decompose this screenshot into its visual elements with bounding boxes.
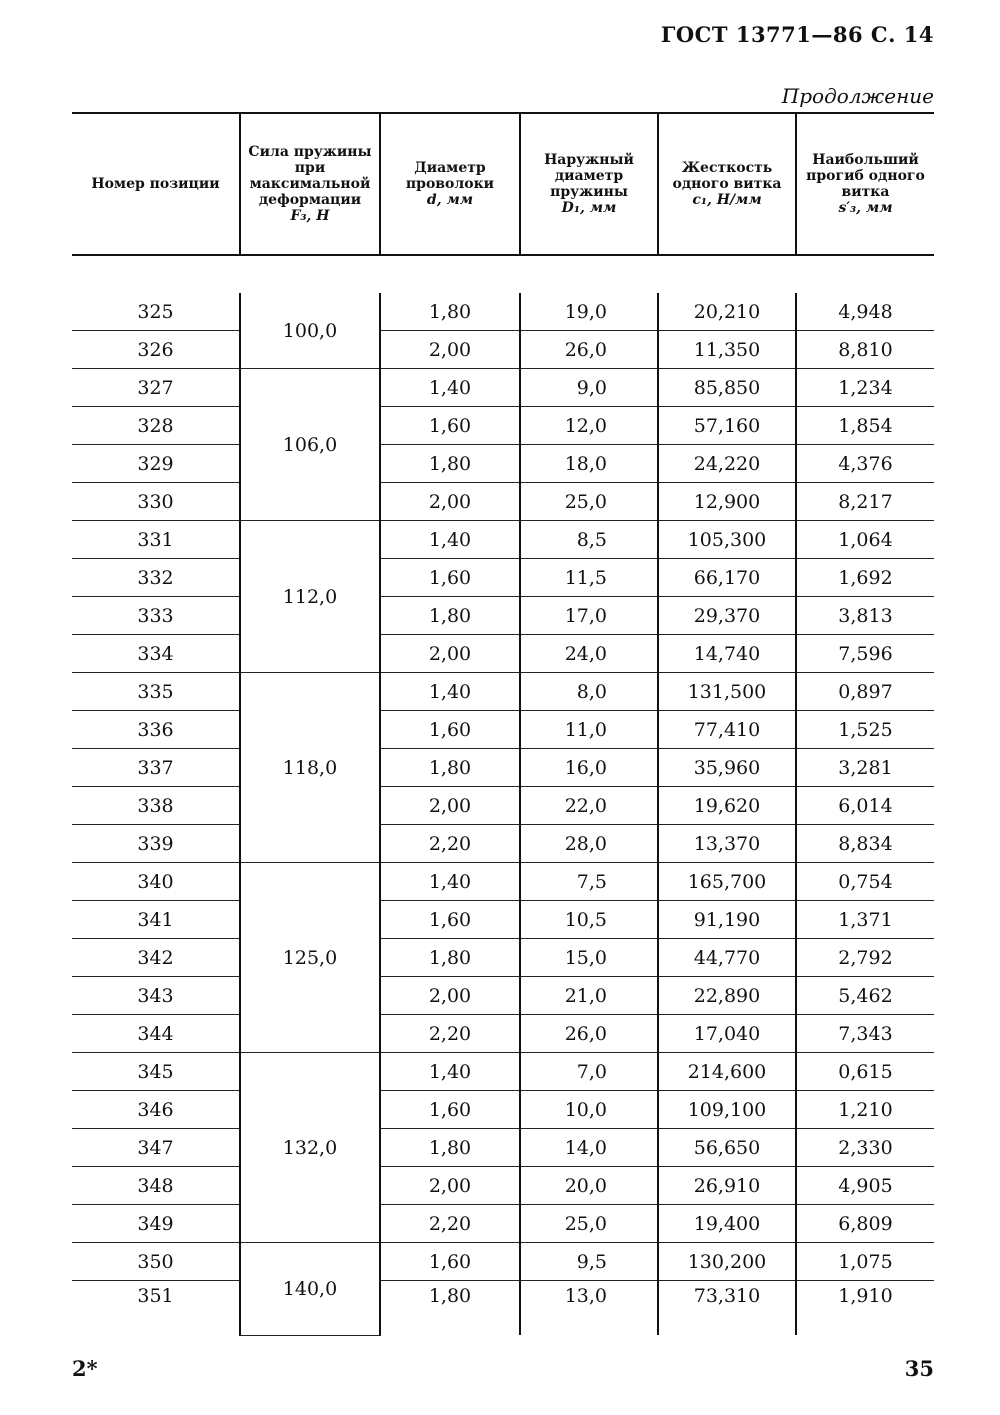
table-row [72,1129,934,1167]
stiffness-cell: 12,900 [658,483,796,521]
column-unit: s′₃, мм [838,200,893,216]
wire-diameter-cell: 2,00 [380,977,520,1015]
deflection-cell: 2,792 [796,939,934,977]
wire-diameter-cell: 1,80 [380,1129,520,1167]
column-header-5 [796,113,934,255]
position-cell: 330 [72,483,240,521]
table-row [72,1281,934,1336]
outer-diameter-cell: 16,0 [520,749,658,787]
column-unit: d, мм [426,192,474,208]
wire-diameter-cell: 1,60 [380,901,520,939]
position-cell: 343 [72,977,240,1015]
deflection-cell: 1,075 [796,1243,934,1281]
deflection-cell: 2,330 [796,1129,934,1167]
wire-diameter-cell: 2,00 [380,1167,520,1205]
stiffness-cell: 91,190 [658,901,796,939]
deflection-cell: 0,615 [796,1053,934,1091]
position-cell: 328 [72,407,240,445]
wire-diameter-cell: 2,00 [380,635,520,673]
stiffness-cell: 19,620 [658,787,796,825]
force-cell: 132,0 [240,1053,380,1243]
outer-diameter-cell: 17,0 [520,597,658,635]
position-cell: 347 [72,1129,240,1167]
table-row [72,749,934,787]
position-cell: 336 [72,711,240,749]
table-row [72,787,934,825]
column-title: Наибольший прогиб одного витка [806,152,925,200]
outer-diameter-cell: 11,5 [520,559,658,597]
table-row [72,445,934,483]
wire-diameter-cell: 1,60 [380,1091,520,1129]
position-cell: 345 [72,1053,240,1091]
position-cell: 348 [72,1167,240,1205]
outer-diameter-cell: 18,0 [520,445,658,483]
stiffness-cell: 20,210 [658,293,796,331]
deflection-cell: 1,910 [796,1281,934,1336]
stiffness-cell: 35,960 [658,749,796,787]
stiffness-cell: 105,300 [658,521,796,559]
position-cell: 346 [72,1091,240,1129]
table-row [72,635,934,673]
position-cell: 339 [72,825,240,863]
position-cell: 351 [137,1285,174,1307]
outer-diameter-cell: 8,0 [520,673,658,711]
position-cell: 327 [72,369,240,407]
table-row [72,825,934,863]
outer-diameter-cell: 15,0 [520,939,658,977]
table-row [72,939,934,977]
position-cell: 329 [72,445,240,483]
standard-header: ГОСТ 13771—86 С. 14 [660,22,934,47]
outer-diameter-cell: 9,5 [520,1243,658,1281]
deflection-cell: 7,596 [796,635,934,673]
force-cell: 106,0 [240,369,380,521]
stiffness-cell: 56,650 [658,1129,796,1167]
stiffness-cell: 17,040 [658,1015,796,1053]
wire-diameter-cell: 2,00 [380,483,520,521]
force-cell: 118,0 [240,673,380,863]
outer-diameter-cell: 12,0 [520,407,658,445]
position-cell: 326 [72,331,240,369]
wire-diameter-cell: 1,40 [380,369,520,407]
outer-diameter-cell: 28,0 [520,825,658,863]
footer-left-mark: 2* [72,1356,98,1381]
position-cell: 334 [72,635,240,673]
force-cell: 100,0 [240,293,380,369]
deflection-cell: 1,371 [796,901,934,939]
table-row [72,1091,934,1129]
wire-diameter-cell: 1,40 [380,1053,520,1091]
position-cell: 340 [72,863,240,901]
position-cell: 341 [72,901,240,939]
stiffness-cell: 19,400 [658,1205,796,1243]
column-title: Наружный диаметр пружины [544,152,634,200]
column-header-4 [658,113,796,255]
column-title: Диаметр проволоки [405,160,495,192]
column-unit: D₁, мм [561,200,617,216]
position-cell: 331 [72,521,240,559]
column-unit: c₁, Н/мм [692,192,762,208]
position-cell: 325 [72,293,240,331]
deflection-cell: 1,525 [796,711,934,749]
table-row [72,597,934,635]
deflection-cell: 3,281 [796,749,934,787]
table-header [72,113,934,255]
outer-diameter-cell: 22,0 [520,787,658,825]
table-row [72,1053,934,1091]
outer-diameter-cell: 13,0 [520,1281,658,1336]
stiffness-cell: 214,600 [658,1053,796,1091]
position-cell: 344 [72,1015,240,1053]
wire-diameter-cell: 1,60 [380,559,520,597]
outer-diameter-cell: 11,0 [520,711,658,749]
position-cell: 332 [72,559,240,597]
deflection-cell: 6,014 [796,787,934,825]
wire-diameter-cell: 1,80 [380,1281,520,1336]
deflection-cell: 1,692 [796,559,934,597]
table-row [72,293,934,331]
wire-diameter-cell: 1,40 [380,673,520,711]
wire-diameter-cell: 1,80 [380,749,520,787]
outer-diameter-cell: 25,0 [520,483,658,521]
deflection-cell: 5,462 [796,977,934,1015]
stiffness-cell: 57,160 [658,407,796,445]
wire-diameter-cell: 1,80 [380,293,520,331]
wire-diameter-cell: 1,80 [380,939,520,977]
wire-diameter-cell: 1,80 [380,445,520,483]
wire-diameter-cell: 1,60 [380,407,520,445]
wire-diameter-cell: 1,40 [380,521,520,559]
stiffness-cell: 109,100 [658,1091,796,1129]
continuation-label: Продолжение [781,84,934,108]
table-row [72,521,934,559]
outer-diameter-cell: 8,5 [520,521,658,559]
column-header-3 [520,113,658,255]
table-row [72,901,934,939]
outer-diameter-cell: 10,0 [520,1091,658,1129]
table-row [72,673,934,711]
stiffness-cell: 66,170 [658,559,796,597]
wire-diameter-cell: 2,00 [380,331,520,369]
outer-diameter-cell: 7,0 [520,1053,658,1091]
table-body [72,255,934,1335]
table-row [72,559,934,597]
deflection-cell: 4,376 [796,445,934,483]
column-title: Номер позиции [91,176,220,192]
table-row [72,331,934,369]
column-header-2 [380,113,520,255]
position-cell: 333 [72,597,240,635]
stiffness-cell: 13,370 [658,825,796,863]
table-row [72,977,934,1015]
stiffness-cell: 44,770 [658,939,796,977]
stiffness-cell: 131,500 [658,673,796,711]
column-title: Жесткость одного витка [672,160,782,192]
position-cell: 350 [72,1243,240,1281]
table-row [72,863,934,901]
deflection-cell: 7,343 [796,1015,934,1053]
stiffness-cell: 22,890 [658,977,796,1015]
outer-diameter-cell: 9,0 [520,369,658,407]
wire-diameter-cell: 2,20 [380,1015,520,1053]
deflection-cell: 1,234 [796,369,934,407]
outer-diameter-cell: 19,0 [520,293,658,331]
table-row [72,407,934,445]
page-number: 35 [904,1356,934,1381]
spring-table [72,112,934,1336]
outer-diameter-cell: 25,0 [520,1205,658,1243]
outer-diameter-cell: 20,0 [520,1167,658,1205]
table-row [72,711,934,749]
force-cell: 140,0 [240,1243,380,1336]
deflection-cell: 8,810 [796,331,934,369]
stiffness-cell: 24,220 [658,445,796,483]
stiffness-cell: 77,410 [658,711,796,749]
stiffness-cell: 73,310 [658,1281,796,1336]
table-row [72,483,934,521]
wire-diameter-cell: 2,20 [380,1205,520,1243]
outer-diameter-cell: 21,0 [520,977,658,1015]
position-cell: 335 [72,673,240,711]
column-header-0 [72,113,240,255]
table-row [72,369,934,407]
table-row [72,1243,934,1281]
table-row [72,1015,934,1053]
outer-diameter-cell: 14,0 [520,1129,658,1167]
deflection-cell: 3,813 [796,597,934,635]
outer-diameter-cell: 24,0 [520,635,658,673]
deflection-cell: 8,217 [796,483,934,521]
outer-diameter-cell: 26,0 [520,1015,658,1053]
position-cell: 349 [72,1205,240,1243]
table-row [72,1167,934,1205]
stiffness-cell: 85,850 [658,369,796,407]
stiffness-cell: 130,200 [658,1243,796,1281]
wire-diameter-cell: 1,60 [380,711,520,749]
outer-diameter-cell: 26,0 [520,331,658,369]
table-row [72,1205,934,1243]
wire-diameter-cell: 1,40 [380,863,520,901]
position-cell: 337 [72,749,240,787]
column-title: Сила пружины при максимальной деформации [248,144,372,208]
deflection-cell: 0,754 [796,863,934,901]
deflection-cell: 8,834 [796,825,934,863]
position-cell: 338 [72,787,240,825]
deflection-cell: 1,064 [796,521,934,559]
column-header-1 [240,113,380,255]
force-cell: 112,0 [240,521,380,673]
stiffness-cell: 11,350 [658,331,796,369]
force-cell: 125,0 [240,863,380,1053]
outer-diameter-cell: 7,5 [520,863,658,901]
deflection-cell: 1,854 [796,407,934,445]
deflection-cell: 4,948 [796,293,934,331]
wire-diameter-cell: 2,00 [380,787,520,825]
stiffness-cell: 14,740 [658,635,796,673]
deflection-cell: 0,897 [796,673,934,711]
deflection-cell: 1,210 [796,1091,934,1129]
deflection-cell: 6,809 [796,1205,934,1243]
position-cell: 342 [72,939,240,977]
stiffness-cell: 26,910 [658,1167,796,1205]
outer-diameter-cell: 10,5 [520,901,658,939]
wire-diameter-cell: 1,80 [380,597,520,635]
wire-diameter-cell: 1,60 [380,1243,520,1281]
stiffness-cell: 29,370 [658,597,796,635]
column-unit: F₃, Н [290,208,330,224]
wire-diameter-cell: 2,20 [380,825,520,863]
deflection-cell: 4,905 [796,1167,934,1205]
stiffness-cell: 165,700 [658,863,796,901]
